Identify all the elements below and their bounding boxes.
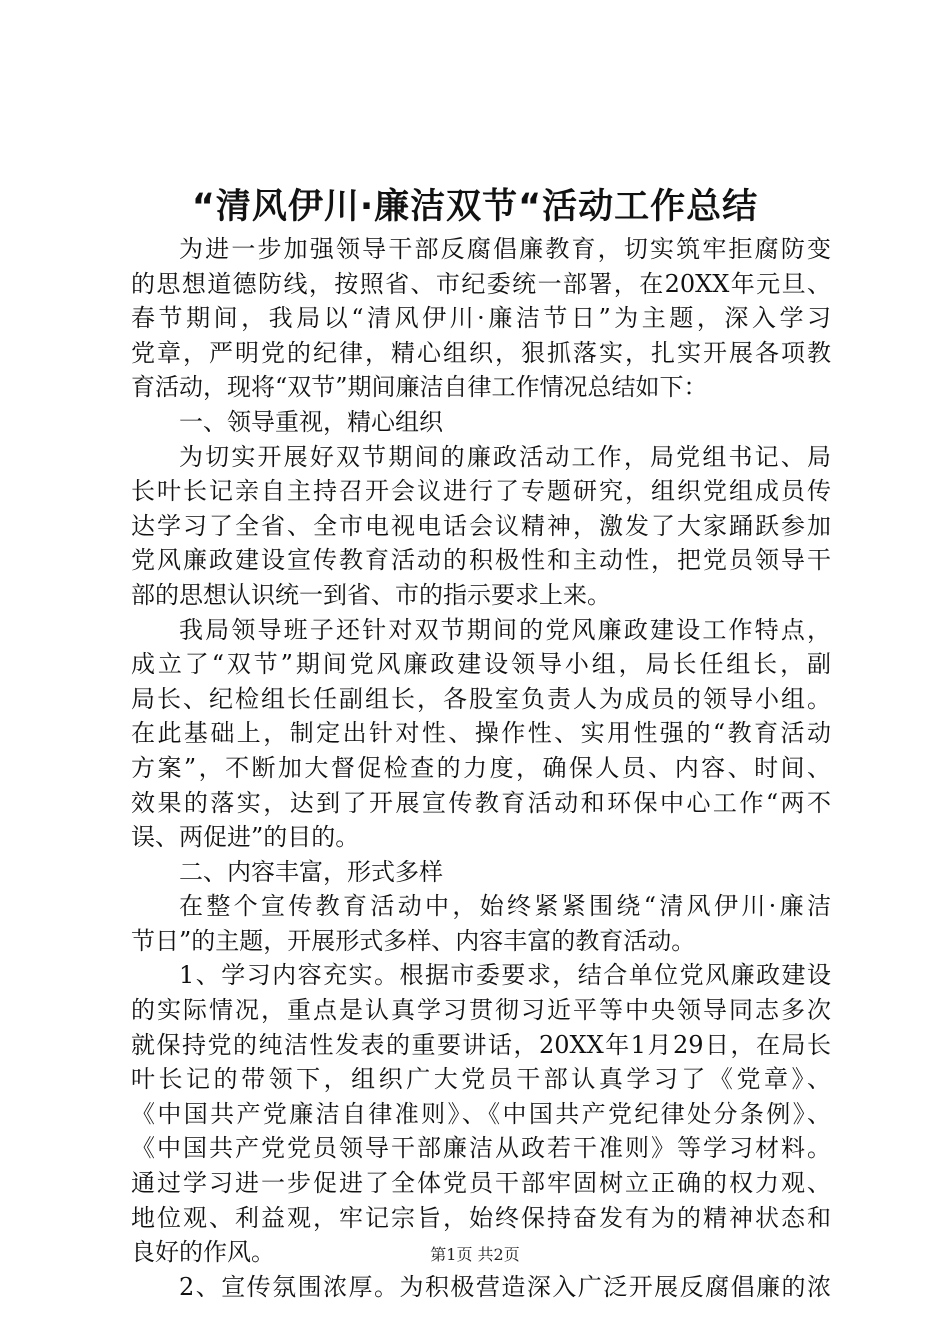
text-line: 在整个宣传教育活动中，始终紧紧围绕“清风伊川·廉洁 — [179, 892, 831, 921]
text-line: 2、宣传氛围浓厚。为积极营造深入广泛开展反腐倡廉的浓 — [179, 1272, 831, 1301]
text-line: 局长、纪检组长任副组长，各股室负责人为成员的领导小组。 — [131, 684, 831, 713]
text-line: 的思想道德防线，按照省、市纪委统一部署，在20XX年元旦、 — [131, 269, 831, 298]
text-line: 节日”的主题，开展形式多样、内容丰富的教育活动。 — [131, 926, 696, 955]
text-line: 误、两促进”的目的。 — [131, 823, 360, 852]
text-line: 长叶长记亲自主持召开会议进行了专题研究，组织党组成员传 — [131, 477, 831, 506]
document-body — [131, 232, 831, 1304]
text-line: 成立了“双节”期间党风廉政建设领导小组，局长任组长，副 — [131, 650, 831, 679]
page-number: 第1页 共2页 — [430, 1245, 520, 1264]
text-line: 部的思想认识统一到省、市的指示要求上来。 — [131, 580, 611, 609]
text-line: 在此基础上，制定出针对性、操作性、实用性强的“教育活动 — [131, 719, 831, 748]
text-line: 通过学习进一步促进了全体党员干部牢固树立正确的权力观、 — [131, 1169, 831, 1198]
text-line: 我局领导班子还针对双节期间的党风廉政建设工作特点， — [179, 615, 831, 644]
text-line: 效果的落实，达到了开展宣传教育活动和环保中心工作“两不 — [131, 788, 831, 817]
text-line: 1、学习内容充实。根据市委要求，结合单位党风廉政建设 — [179, 961, 831, 990]
text-line: 达学习了全省、全市电视电话会议精神，激发了大家踊跃参加 — [131, 511, 831, 540]
text-line: 育活动，现将“双节”期间廉洁自律工作情况总结如下： — [131, 373, 708, 402]
text-line: 叶长记的带领下，组织广大党员干部认真学习了《党章》、 — [131, 1065, 831, 1094]
text-line: 为进一步加强领导干部反腐倡廉教育，切实筑牢拒腐防变 — [179, 235, 831, 263]
text-line: 的实际情况，重点是认真学习贯彻习近平等中央领导同志多次 — [131, 996, 831, 1025]
text-line: 春节期间，我局以“清风伊川·廉洁节日”为主题，深入学习 — [131, 304, 831, 333]
text-line: 党章，严明党的纪律，精心组织，狠抓落实，扎实开展各项教 — [131, 338, 831, 367]
text-line: 党风廉政建设宣传教育活动的积极性和主动性，把党员领导干 — [131, 546, 831, 575]
text-line: 为切实开展好双节期间的廉政活动工作，局党组书记、局 — [179, 442, 831, 471]
text-line: 《中国共产党党员领导干部廉洁从政若干准则》等学习材料。 — [131, 1134, 831, 1163]
text-line: 《中国共产党廉洁自律准则》、《中国共产党纪律处分条例》、 — [131, 1099, 831, 1128]
text-line: 良好的作风。 — [131, 1238, 275, 1267]
text-line: 地位观、利益观，牢记宗旨，始终保持奋发有为的精神状态和 — [131, 1203, 831, 1232]
section-heading: 二、内容丰富，形式多样 — [179, 857, 443, 886]
section-heading: 一、领导重视，精心组织 — [179, 407, 443, 436]
text-line: 就保持党的纯洁性发表的重要讲话，20XX年1月29日，在局长 — [131, 1030, 831, 1059]
text-line: 方案”，不断加大督促检查的力度，确保人员、内容、时间、 — [131, 753, 831, 782]
document-title: “清风伊川·廉洁双节“活动工作总结 — [191, 187, 759, 227]
